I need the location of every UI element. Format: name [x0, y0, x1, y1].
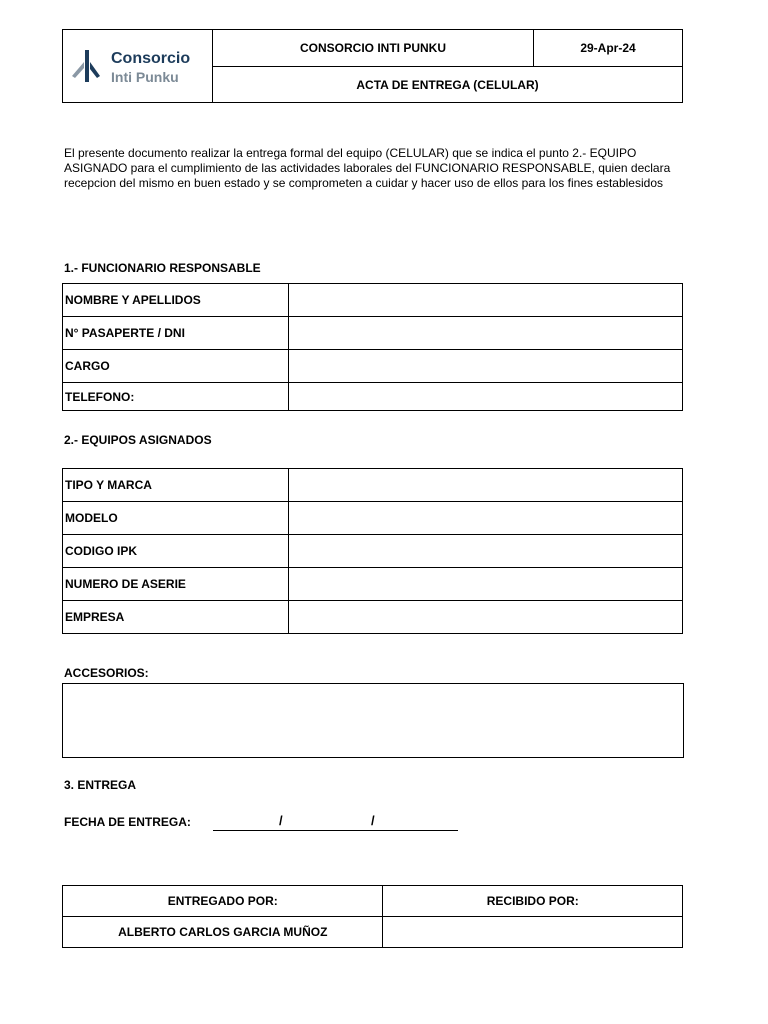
field-label: MODELO — [63, 502, 289, 535]
logo-text-secondary: Inti Punku — [111, 69, 179, 85]
company-logo — [71, 44, 211, 88]
table-row — [63, 917, 683, 948]
recibido-label: RECIBIDO POR: — [383, 886, 683, 917]
table-row — [63, 886, 683, 917]
company-name: CONSORCIO INTI PUNKU — [213, 30, 534, 67]
document-date: 29-Apr-24 — [534, 30, 683, 67]
date-separator: / — [371, 813, 375, 828]
table-row — [63, 502, 683, 535]
field-label: TELEFONO: — [63, 383, 289, 411]
fecha-entrega-field[interactable] — [213, 830, 458, 831]
accesorios-field[interactable] — [62, 683, 684, 758]
section-entrega-title: 3. ENTREGA — [64, 778, 137, 792]
logo-mark-icon — [71, 48, 101, 84]
table-row — [63, 601, 683, 634]
recibido-name-field[interactable] — [383, 917, 683, 948]
cargo-field[interactable] — [289, 350, 683, 383]
fecha-entrega-label: FECHA DE ENTREGA: — [64, 815, 191, 829]
table-row — [63, 284, 683, 317]
signature-table — [62, 885, 683, 948]
dni-field[interactable] — [289, 317, 683, 350]
field-label: CODIGO IPK — [63, 535, 289, 568]
accesorios-title: ACCESORIOS: — [64, 666, 149, 680]
numero-serie-field[interactable] — [289, 568, 683, 601]
entregado-label: ENTREGADO POR: — [63, 886, 383, 917]
document-title: ACTA DE ENTREGA (CELULAR) — [213, 67, 683, 103]
intro-paragraph: El presente documento realizar la entrega formal del equipo (CELULAR) que se indica el punto 2.- EQUIPO ASIGNADO para el cumplimiento de las actividades laborales del FUNCIONARIO RESPONSABLE, quien declara recepcion del mismo en buen estado y se comprometen a cuidar y hacer uso de ellos para los fines establesidos — [64, 146, 671, 190]
field-label: N° PASAPERTE / DNI — [63, 317, 289, 350]
document-header — [62, 29, 683, 103]
field-label: TIPO Y MARCA — [63, 469, 289, 502]
logo-text-primary: Consorcio — [111, 50, 191, 67]
field-label: NUMERO DE ASERIE — [63, 568, 289, 601]
table-row — [63, 317, 683, 350]
table-row — [63, 535, 683, 568]
modelo-field[interactable] — [289, 502, 683, 535]
field-label: CARGO — [63, 350, 289, 383]
codigo-ipk-field[interactable] — [289, 535, 683, 568]
field-label: NOMBRE Y APELLIDOS — [63, 284, 289, 317]
telefono-field[interactable] — [289, 383, 683, 411]
table-row — [63, 469, 683, 502]
empresa-field[interactable] — [289, 601, 683, 634]
table-row — [63, 568, 683, 601]
funcionario-table — [62, 283, 683, 411]
date-separator: / — [279, 813, 283, 828]
table-row — [63, 383, 683, 411]
entregado-name: ALBERTO CARLOS GARCIA MUÑOZ — [63, 917, 383, 948]
field-label: EMPRESA — [63, 601, 289, 634]
tipo-marca-field[interactable] — [289, 469, 683, 502]
equipos-table — [62, 468, 683, 634]
section-equipos-title: 2.- EQUIPOS ASIGNADOS — [64, 433, 212, 447]
section-funcionario-title: 1.- FUNCIONARIO RESPONSABLE — [64, 261, 261, 275]
table-row — [63, 350, 683, 383]
logo-cell — [63, 30, 213, 103]
nombre-field[interactable] — [289, 284, 683, 317]
